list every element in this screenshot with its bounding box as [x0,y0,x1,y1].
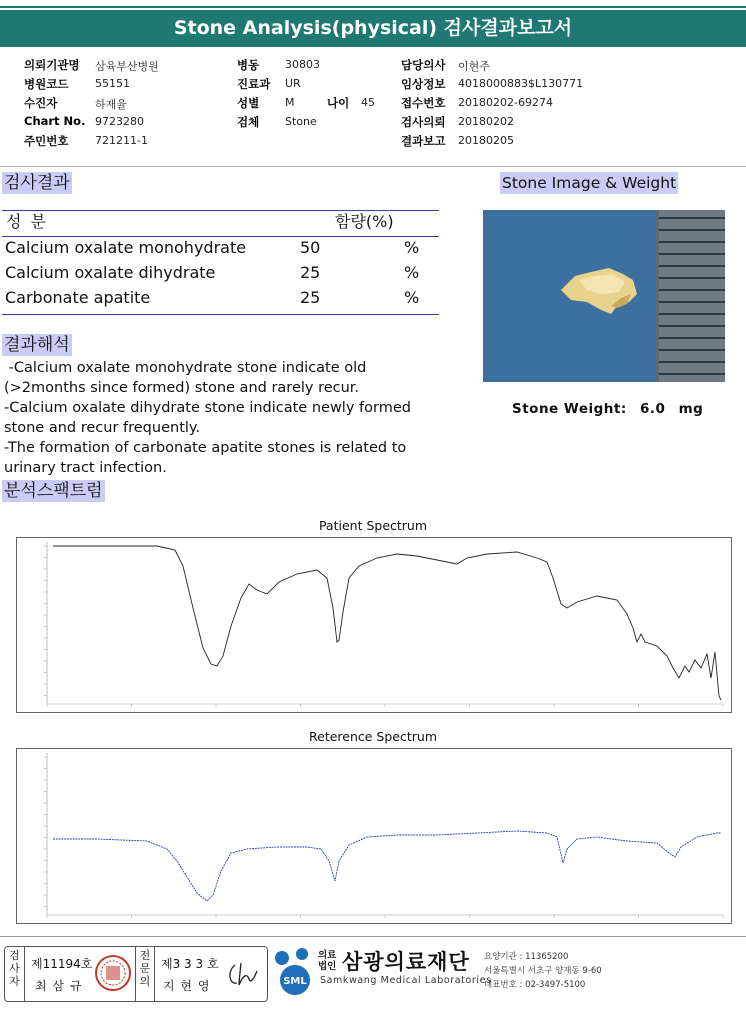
info-label: 검사의뢰 [401,115,446,129]
interpretation-line: stone and recur frequently. [4,420,201,436]
table-header-rule [2,236,439,237]
stone-photo [483,210,725,382]
info-label: 결과보고 [401,134,446,148]
info-label: 성별 [237,96,260,110]
sml-logo [272,946,318,998]
org-name: 삼광의료재단 [342,950,470,974]
component-unit: % [404,238,420,257]
reference-spectrum-title: Reterence Spectrum [309,729,437,744]
info-label: 주민번호 [24,134,69,148]
component-percent: 25 [300,263,321,282]
table-top-rule [2,210,439,211]
stone-weight-unit: mg [678,401,704,417]
info-value: 20180205 [458,134,514,147]
patient-spectrum-plot [16,537,732,713]
inspector-name: 최 삼 규 [35,979,83,993]
org-name-english: Samkwang Medical Laboratories [320,975,492,986]
inspector-license: 제11194호 [31,957,93,971]
logo-text: SML [283,976,307,987]
component-percent: 50 [300,238,321,257]
patient-info-block [0,50,746,165]
info-value: 30803 [285,58,320,71]
component-percent: 25 [300,288,321,307]
report-footer [0,940,746,1010]
report-title: Stone Analysis(physical) 검사결과보고서 [0,10,746,47]
age-label: 나이 [327,96,350,110]
seal-graphic [93,953,133,993]
info-label: Chart No. [24,114,86,128]
patient-spectrum-title: Patient Spectrum [318,518,428,533]
component-unit: % [404,288,420,307]
table-bottom-rule [2,314,439,315]
info-value: 4018000883$L130771 [458,77,584,90]
patient-spectrum-graphic [17,538,731,712]
header-separator [0,166,746,167]
info-value: 9723280 [95,115,144,128]
specialist-label: 전문의 [135,947,155,1001]
stone-weight [512,401,703,417]
component-name: Calcium oxalate dihydrate [5,263,216,282]
interpretation-line: -Calcium oxalate monohydrate stone indicate old [4,360,367,376]
org-type: 의료법인 [318,950,337,972]
reference-spectrum-graphic [17,749,731,923]
sml-logo-graphic [272,946,318,998]
info-label: 의뢰기관명 [24,58,80,72]
info-label: 임상정보 [401,77,446,91]
info-value: 하재율 [95,98,127,111]
info-label: 접수번호 [401,96,446,110]
interpretation-heading: 결과해석 [4,335,70,355]
org-address: 서울특별시 서초구 양재동 9-60 [484,966,602,976]
patient-spectrum-line [53,546,721,700]
stone-weight-value: 6.0 [639,401,666,417]
top-rule [0,6,746,8]
inspector-seal [93,953,133,993]
info-value: Stone [285,115,317,128]
interpretation-text [4,358,444,478]
interpretation-line: -Calcium oxalate dihydrate stone indicate newly formed [4,400,411,416]
info-label: 병원코드 [24,77,69,91]
signature-graphic [225,957,261,991]
info-value: 삼육부산병원 [95,60,159,73]
info-label: 담당의사 [401,58,446,72]
spectrum-heading: 분석스팩트럼 [4,481,103,501]
info-value: 이현주 [458,60,490,73]
inspector-label: 검사자 [5,947,25,1001]
specialist-license: 제3 3 3 호 [161,957,219,971]
info-value: M [285,96,295,109]
org-code: 요양기관 : 11365200 [484,952,569,962]
component-unit: % [404,263,420,282]
info-value: 20180202 [458,115,514,128]
info-label: 병동 [237,58,260,72]
specialist-signature [225,957,261,991]
org-phone: 대표번호 : 02-3497-5100 [484,980,586,990]
age-value: 45 [361,96,375,109]
info-label: 진료과 [237,77,271,91]
stone-photo-graphic [483,210,725,382]
footer-rule [0,936,746,937]
column-header-component: 성 분 [6,212,48,231]
signature-box [4,946,268,1002]
info-label: 검체 [237,115,260,129]
stone-image-heading: Stone Image & Weight [502,174,677,192]
info-label: 수진자 [24,96,58,110]
reference-spectrum-plot [16,748,732,924]
stone-weight-label: Stone Weight: [512,401,627,417]
component-name: Calcium oxalate monohydrate [5,238,247,257]
column-header-amount: 함량(%) [335,212,394,231]
interpretation-line: -The formation of carbonate apatite stones is related to [4,440,407,456]
info-value: 721211-1 [95,134,148,147]
interpretation-line: (>2months since formed) stone and rarely recur. [4,380,360,396]
info-value: 20180202-69274 [458,96,553,109]
reference-spectrum-line [53,831,721,901]
info-value: UR [285,77,301,90]
component-name: Carbonate apatite [5,288,151,307]
specialist-name: 지 현 영 [163,979,211,993]
info-value: 55151 [95,77,130,90]
interpretation-line: urinary tract infection. [4,460,167,476]
results-heading: 검사결과 [4,173,70,193]
